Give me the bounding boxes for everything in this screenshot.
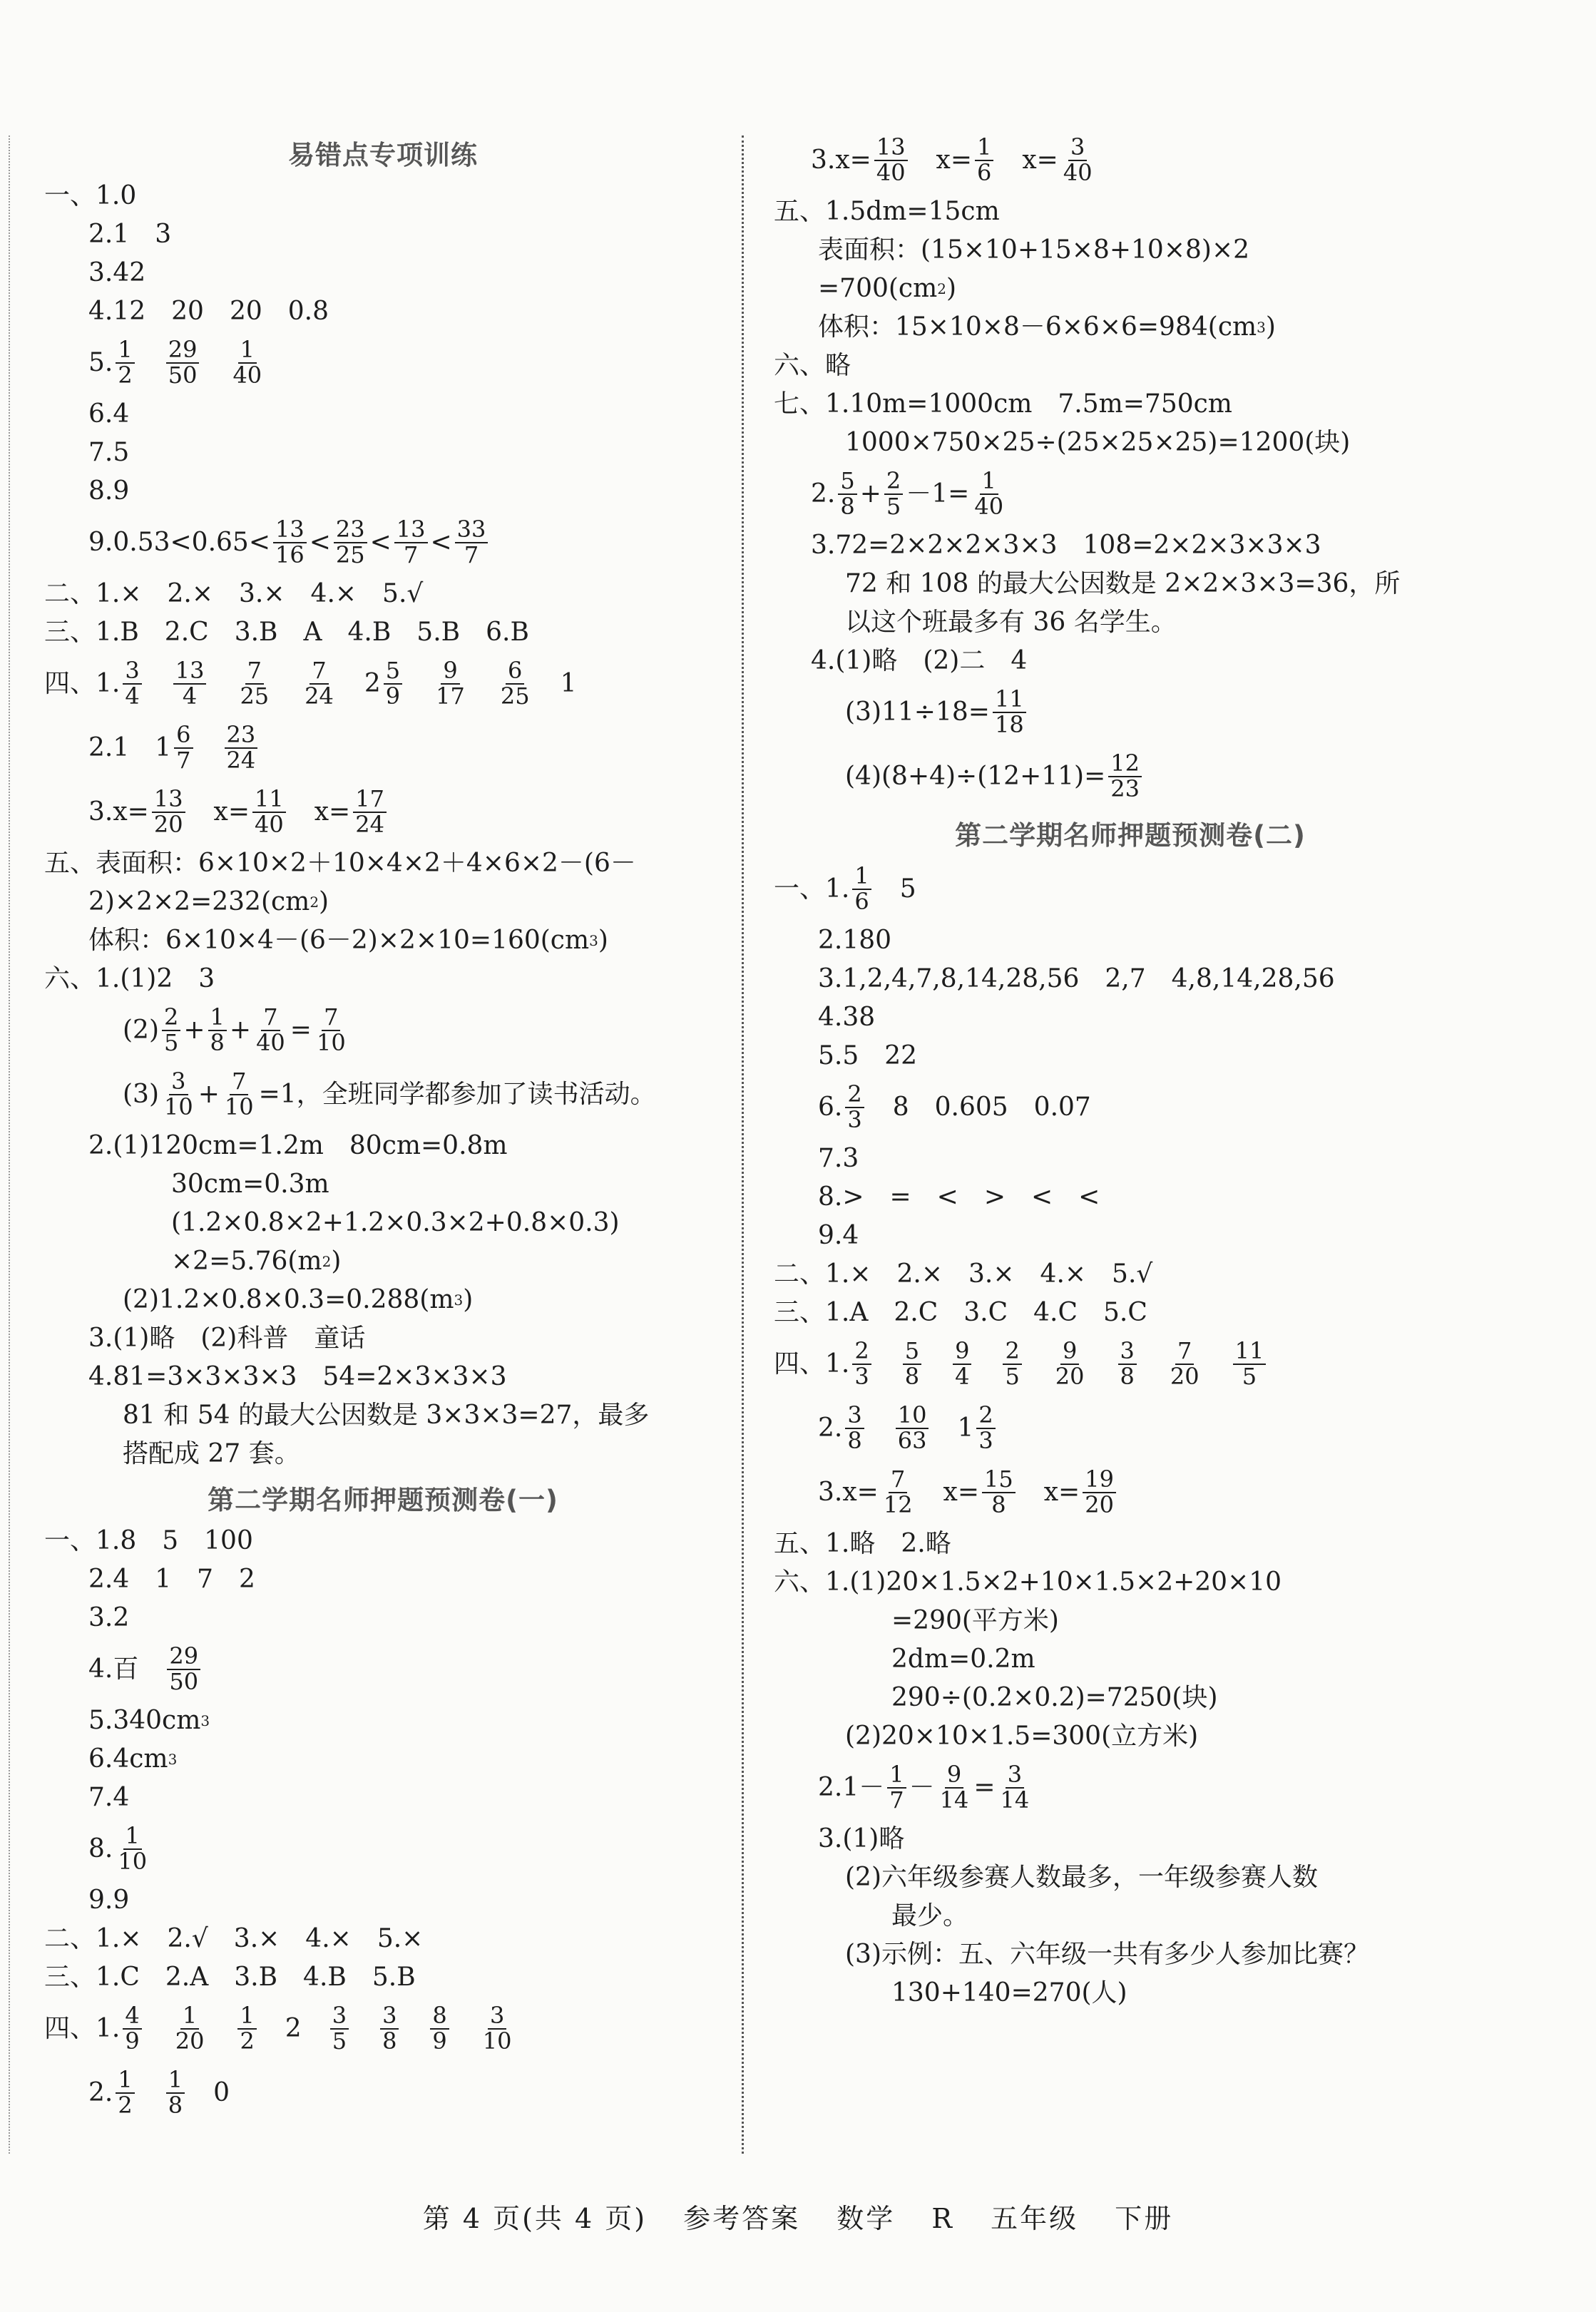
answer-line: 2. 3 8 10 63 1 2 3 <box>774 1396 1487 1461</box>
answer-line: 一、1.0 <box>44 181 137 211</box>
fraction: 6 7 <box>174 723 193 772</box>
fraction: 1 10 <box>118 1822 148 1875</box>
answer-line: ×2=5.76(m 2 ) <box>171 1247 342 1277</box>
answer-line: 2dm=0.2m <box>891 1645 1035 1674</box>
answer-line: 9.4 <box>818 1221 859 1251</box>
left-column <box>44 128 722 2125</box>
fraction: 3 10 <box>482 2002 512 2055</box>
answer-line: 三、1.B 2.C 3.B A 4.B 5.B 6.B <box>44 618 529 648</box>
fraction: 1 2 <box>116 2068 134 2117</box>
answer-line: (3)11÷18= $\frac{11}{18}$ <box>774 680 1487 745</box>
answer-line: 7.5 <box>88 438 130 468</box>
answer-line: 8. 1 10 <box>44 1817 722 1881</box>
fraction: 3 8 <box>845 1403 864 1453</box>
fraction: 9 4 <box>953 1339 971 1388</box>
answer-line: 290÷(0.2×0.2)=7250(块) <box>891 1683 1218 1713</box>
answer-line: 一、1.8 5 100 <box>44 1526 253 1556</box>
answer-line: 2)×2×2=232(cm 2 ) <box>88 887 329 917</box>
answer-line <box>44 331 722 395</box>
answer-line: 2.1－ 1 7 － $\frac{9}{14}$ = $\frac{3}{14}$ <box>774 1756 1487 1820</box>
answer-line: 4.(1)略 (2)二 4 <box>811 646 1028 676</box>
answer-line: 3.72=2×2×2×3×3 108=2×2×3×3×3 <box>811 531 1321 561</box>
fraction: 6 25 <box>500 657 530 710</box>
answer-line: 2.(1)120cm=1.2m 80cm=0.8m <box>88 1131 508 1161</box>
answer-line: 4.38 <box>818 1003 876 1033</box>
answer-line: 体积：15×10×8－6×6×6=984(cm 3 ) <box>818 312 1276 342</box>
fraction: 2 3 <box>976 1403 995 1453</box>
answer-line: =700(cm 2 ) <box>818 274 957 304</box>
answer-line: 5.5 22 <box>818 1041 918 1071</box>
answer-line: 9.9 <box>88 1886 130 1915</box>
fraction: $\frac{1}{40}$ <box>974 467 1004 520</box>
answer-line: 三、1.A 2.C 3.C 4.C 5.C <box>774 1298 1147 1328</box>
fraction: 7 20 <box>1170 1337 1199 1390</box>
answer-line: (3)示例：五、六年级一共有多少人参加比赛？ <box>845 1940 1369 1970</box>
fraction: $\frac{13}{20}$ <box>152 787 185 837</box>
answer-line: 四、1. 3 4 13 4 7 25 7 24 2 5 9 9 17 6 25 1 <box>44 657 577 710</box>
fraction: 1 7 <box>887 1763 906 1812</box>
answer-line: 6.4cm 3 <box>88 1744 178 1774</box>
answer-line: 六、略 <box>774 351 851 381</box>
section-heading-errors: 易错点专项训练 <box>288 140 478 170</box>
page-number: 第 4 页(共 4 页) <box>422 2203 648 2234</box>
answer-line: 8.9 <box>88 476 130 506</box>
answer-line: 体积：6×10×4－(6－2)×2×10=160(cm 3 ) <box>88 926 608 956</box>
answer-line: 七、1.10m=1000cm 7.5m=750cm <box>774 389 1232 419</box>
answer-line: 搭配成 27 套。 <box>123 1439 300 1469</box>
fraction: $\frac{19}{20}$ <box>1083 1468 1116 1517</box>
answer-line: 8.> = < > < < <box>818 1182 1100 1212</box>
fraction: 8 9 <box>430 2004 449 2053</box>
fraction: 7 25 <box>240 657 270 710</box>
answer-line: 3.42 <box>88 258 146 288</box>
answer-line: (2)六年级参赛人数最多，一年级参赛人数 <box>845 1863 1318 1893</box>
fraction: 29 50 <box>167 1645 200 1694</box>
fraction: $\frac{17}{24}$ <box>353 787 387 837</box>
fraction: $\frac{12}{23}$ <box>1108 752 1142 801</box>
answer-line: 2. 5 8 + $\frac{2}{5}$ －1= $\frac{1}{40}$ <box>774 462 1487 526</box>
fraction: 13 4 <box>173 659 207 708</box>
answer-line: 3.x= $\frac{13}{40}$ x= $\frac{1}{6}$ x= $\frac{3}{40}$ <box>774 128 1487 193</box>
answer-line: 2.1 3 <box>88 220 172 250</box>
answer-line: 7.3 <box>818 1144 859 1174</box>
answer-line: (2)20×10×1.5=300(立方米) <box>845 1722 1199 1751</box>
answer-line: 六、1.(1)20×1.5×2+10×1.5×2+20×10 <box>774 1567 1282 1597</box>
answer-line: 4.12 20 20 0.8 <box>88 297 329 327</box>
fraction: $\frac{7}{40}$ <box>256 1003 285 1056</box>
fraction: 5 8 <box>903 1339 921 1388</box>
answer-line: 2.1 1 6 7 23 24 <box>44 716 722 780</box>
answer-line: 2.4 1 7 2 <box>88 1565 255 1595</box>
fraction: $\frac{7}{10}$ <box>224 1068 254 1120</box>
answer-line: 三、1.C 2.A 3.B 4.B 5.B <box>44 1963 416 1993</box>
fraction: 29 50 <box>166 338 200 387</box>
fraction: $\frac{13}{40}$ <box>874 135 908 185</box>
fraction: 13 7 <box>394 518 428 567</box>
fraction: 1 40 <box>232 336 262 389</box>
answer-line: 7.4 <box>88 1783 130 1813</box>
section-heading-exam-2: 第二学期名师押题预测卷(二) <box>955 820 1306 851</box>
fraction: 3 8 <box>380 2004 399 2053</box>
footer-subject: 数学 <box>837 2203 896 2234</box>
fraction: 2 5 <box>162 1006 180 1055</box>
fraction: 1 6 <box>852 864 871 914</box>
margin-dots <box>9 135 10 2154</box>
right-column <box>774 128 1487 2012</box>
fraction: $\frac{1}{8}$ <box>208 1006 227 1055</box>
answer-line: 130+140=270(人) <box>891 1978 1127 2008</box>
answer-line: 一、1. 1 6 5 <box>774 862 916 915</box>
answer-line: 二、1.× 2.× 3.× 4.× 5.√ <box>44 579 424 609</box>
fraction: 2 3 <box>852 1339 871 1388</box>
answer-line: 2.180 <box>818 926 892 956</box>
answer-line: (4)(8+4)÷(12+11)= $\frac{12}{23}$ <box>774 745 1487 809</box>
fraction: $\frac{3}{40}$ <box>1063 133 1093 186</box>
fraction: $\frac{11}{40}$ <box>252 787 286 837</box>
fraction: $\frac{3}{14}$ <box>1000 1761 1030 1814</box>
answer-line: 二、1.× 2.√ 3.× 4.× 5.× <box>44 1924 424 1954</box>
fraction: $\frac{7}{10}$ <box>316 1003 346 1056</box>
fraction: $\frac{15}{8}$ <box>982 1468 1016 1517</box>
fraction: $\frac{11}{18}$ <box>993 687 1026 737</box>
fraction: 10 63 <box>896 1403 929 1453</box>
fraction: 1 2 <box>237 2004 256 2053</box>
answer-line: (3) 3 10 + $\frac{7}{10}$ =1，全班同学都参加了读书活动。 <box>123 1068 656 1120</box>
fraction: 1 20 <box>175 2002 205 2055</box>
fraction: 1 2 <box>116 338 134 387</box>
answer-line: 4.81=3×3×3×3 54=2×3×3×3 <box>88 1362 507 1392</box>
fraction: 9 20 <box>1055 1337 1085 1390</box>
answer-line: 4.百 29 50 <box>44 1637 722 1702</box>
fraction: 13 16 <box>273 518 307 567</box>
answer-line: 3.(1)略 <box>818 1824 905 1854</box>
answer-line: 2. 1 2 1 8 0 <box>88 2066 230 2119</box>
answer-line: 30cm=0.3m <box>171 1170 329 1200</box>
answer-line: 5.340cm 3 <box>88 1706 210 1736</box>
fraction: 5 8 <box>838 469 856 518</box>
answer-line: 81 和 54 的最大公因数是 3×3×3=27，最多 <box>123 1401 650 1431</box>
answer-line: 四、1. 4 9 1 20 1 2 2 3 5 3 8 8 9 3 10 <box>44 1997 722 2061</box>
fraction: 7 24 <box>305 657 334 710</box>
answer-line: =290(平方米) <box>891 1606 1059 1636</box>
answer-line: 六、1.(1)2 3 <box>44 964 215 994</box>
answer-line: 6.4 <box>88 399 130 429</box>
fraction: $\frac{2}{5}$ <box>884 469 903 518</box>
fraction: 3 10 <box>164 1068 193 1120</box>
answer-line: 五、表面积：6×10×2＋10×4×2＋4×6×2－(6－ <box>44 849 636 879</box>
fraction: 11 5 <box>1233 1339 1267 1388</box>
fraction: 4 9 <box>123 2004 141 2053</box>
fraction: $\frac{7}{12}$ <box>883 1466 913 1518</box>
answer-line: 五、1.5dm=15cm <box>774 197 1000 227</box>
fraction: $\frac{1}{6}$ <box>975 135 993 185</box>
answer-line: 表面积：(15×10+15×8+10×8)×2 <box>818 235 1250 265</box>
footer-title: 参考答案 <box>683 2203 801 2234</box>
answer-line: 3.2 <box>88 1603 130 1633</box>
column-divider <box>742 135 744 2154</box>
section-heading-exam-1: 第二学期名师押题预测卷(一) <box>208 1485 558 1515</box>
answer-line: 3.1,2,4,7,8,14,28,56 2,7 4,8,14,28,56 <box>818 964 1335 994</box>
fraction: 2 3 <box>845 1083 864 1132</box>
answer-line: 最少。 <box>891 1901 969 1931</box>
footer-edition: R <box>931 2203 955 2234</box>
answer-line: 72 和 108 的最大公因数是 2×2×3×3=36，所 <box>845 569 1401 599</box>
footer-volume: 下册 <box>1115 2203 1174 2234</box>
fraction: 3 4 <box>123 659 141 708</box>
answer-line: 3.x= $\frac{7}{12}$ x= $\frac{15}{8}$ x= $\frac{19}{20}$ <box>774 1461 1487 1525</box>
answer-line: 6. 2 3 8 0.605 0.07 <box>818 1080 1091 1133</box>
fraction: 2 5 <box>1003 1339 1021 1388</box>
item-number: 5. <box>88 348 113 378</box>
answer-line: 五、1.略 2.略 <box>774 1529 951 1559</box>
answer-line: 9.0.53<0.65< 13 16 < 23 25 < 13 7 < 33 7 <box>44 511 722 575</box>
fraction: $\frac{9}{14}$ <box>939 1761 969 1814</box>
answer-line: (1.2×0.8×2+1.2×0.3×2+0.8×0.3) <box>171 1208 620 1238</box>
fraction: 9 17 <box>436 657 465 710</box>
answer-line: 二、1.× 2.× 3.× 4.× 5.√ <box>774 1259 1153 1289</box>
answer-line: (2)1.2×0.8×0.3=0.288(m 3 ) <box>123 1285 474 1315</box>
answer-line: 四、1. 2 3 5 8 9 4 2 5 9 20 3 8 7 20 11 5 <box>774 1332 1487 1396</box>
fraction: 5 9 <box>384 659 402 708</box>
answer-line: 以这个班最多有 36 名学生。 <box>845 608 1177 638</box>
fraction: 33 7 <box>455 518 488 567</box>
fraction: 1 8 <box>166 2068 185 2117</box>
answer-line: 3.x= $\frac{13}{20}$ x= $\frac{11}{40}$ x= $\frac{17}{24}$ <box>44 780 722 844</box>
fraction: 23 25 <box>334 518 367 567</box>
footer-grade: 五年级 <box>991 2203 1079 2234</box>
fraction: 23 24 <box>225 723 258 772</box>
page-footer <box>0 2196 1596 2236</box>
answer-line: (2) 2 5 + $\frac{1}{8}$ + $\frac{7}{40}$ = $\frac{7}{10}$ <box>44 998 722 1063</box>
fraction: 3 5 <box>330 2004 349 2053</box>
answer-line: 3.(1)略 (2)科普 童话 <box>88 1324 366 1354</box>
answer-line: 1000×750×25÷(25×25×25)=1200(块) <box>845 428 1351 458</box>
fraction: 3 8 <box>1118 1339 1137 1388</box>
